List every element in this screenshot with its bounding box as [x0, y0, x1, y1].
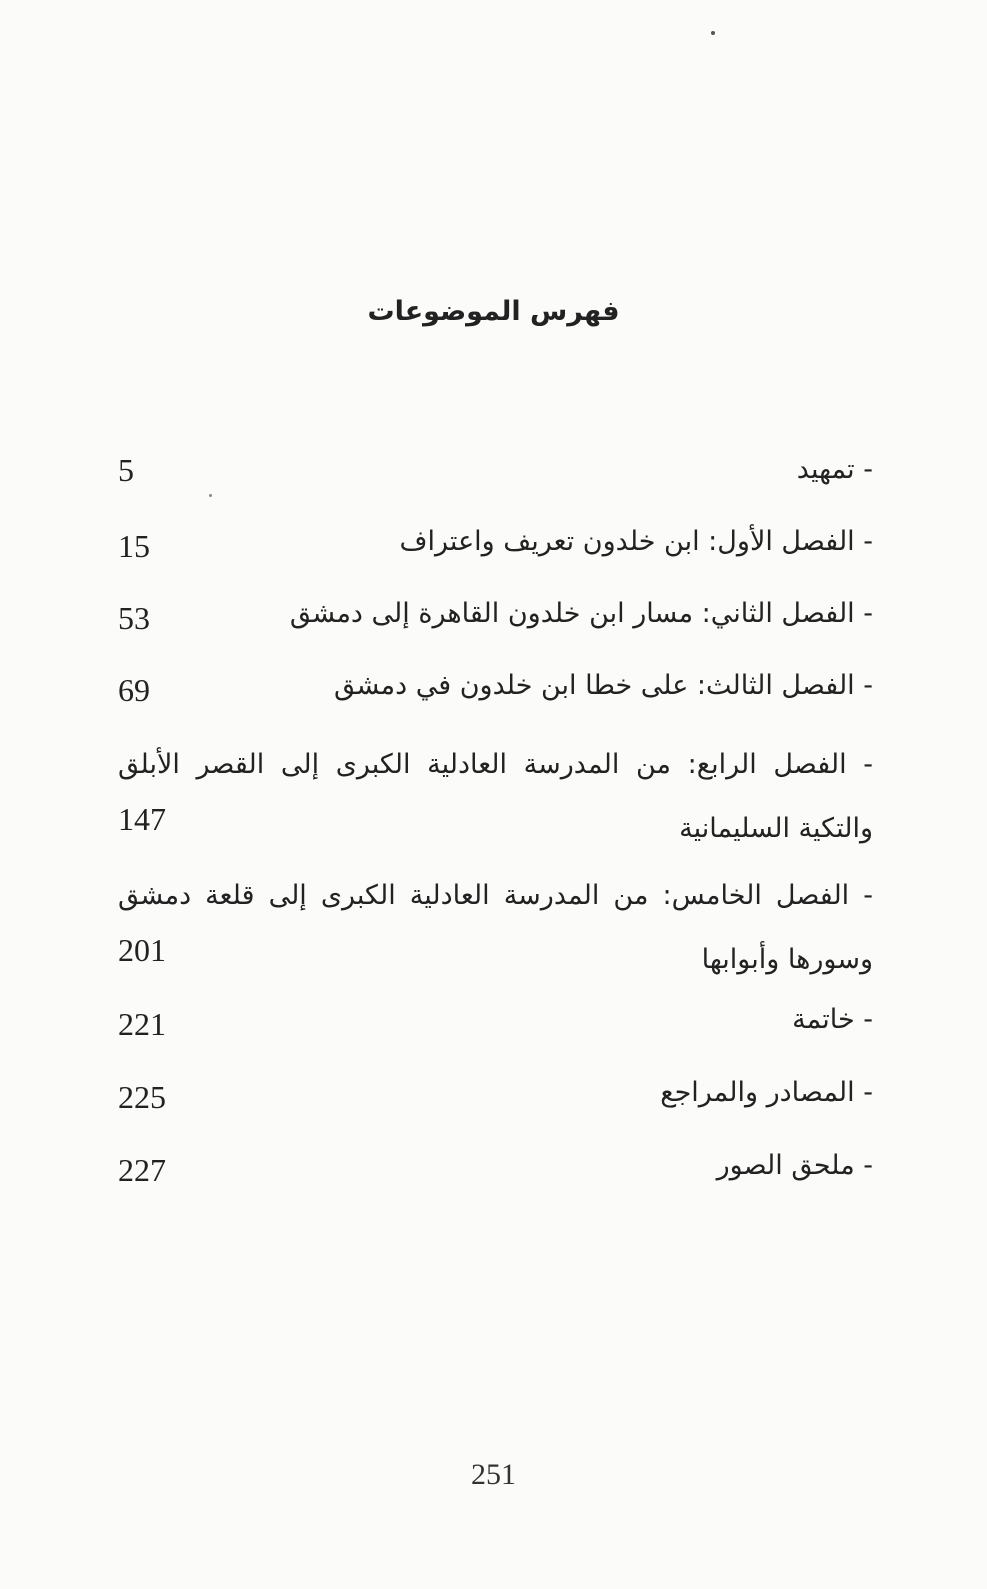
toc-entry-page: 225	[118, 1079, 166, 1115]
toc-entry-page: 201	[118, 932, 166, 968]
toc-entry	[118, 1000, 873, 1040]
toc-entry-page: 69	[118, 672, 150, 708]
toc-entry-page: 147	[118, 801, 166, 837]
toc-entry-page: 15	[118, 528, 150, 564]
toc-entry	[118, 522, 873, 562]
toc-entry-title: - الفصل الخامس: من المدرسة العادلية الكبرى إلى قلعة دمشق وسورها وأبوابها	[118, 880, 873, 975]
toc-entry	[118, 864, 873, 974]
toc-entry-title: - تمهيد	[796, 454, 873, 485]
toc-entry-title: - الفصل الأول: ابن خلدون تعريف واعتراف	[399, 526, 873, 557]
toc-entry	[118, 733, 873, 843]
toc-entry-page: 221	[118, 1006, 166, 1042]
toc-entry-page: 5	[118, 452, 134, 488]
toc-entry	[118, 1073, 873, 1113]
toc-entry-title: - الفصل الرابع: من المدرسة العادلية الكبرى إلى القصر الأبلق والتكية السليمانية	[118, 749, 873, 844]
toc-entry	[118, 1146, 873, 1186]
toc-entry	[118, 450, 873, 490]
toc-entry-page: 53	[118, 600, 150, 636]
toc-entry-title: - الفصل الثالث: على خطا ابن خلدون في دمشق	[334, 670, 873, 701]
toc-entry-title: - خاتمة	[792, 1004, 873, 1035]
toc-entry-page: 227	[118, 1152, 166, 1188]
toc-entry	[118, 666, 873, 706]
toc-entry-title: - ملحق الصور	[716, 1150, 873, 1181]
toc-entry-title: - المصادر والمراجع	[660, 1077, 873, 1108]
paper-speck	[711, 31, 715, 35]
toc-entry	[118, 594, 873, 634]
paper-speck	[209, 494, 212, 497]
page-title: فهرس الموضوعات	[367, 296, 620, 327]
page-number: 251	[471, 1458, 516, 1491]
toc-entry-title: - الفصل الثاني: مسار ابن خلدون القاهرة إلى دمشق	[289, 598, 873, 629]
